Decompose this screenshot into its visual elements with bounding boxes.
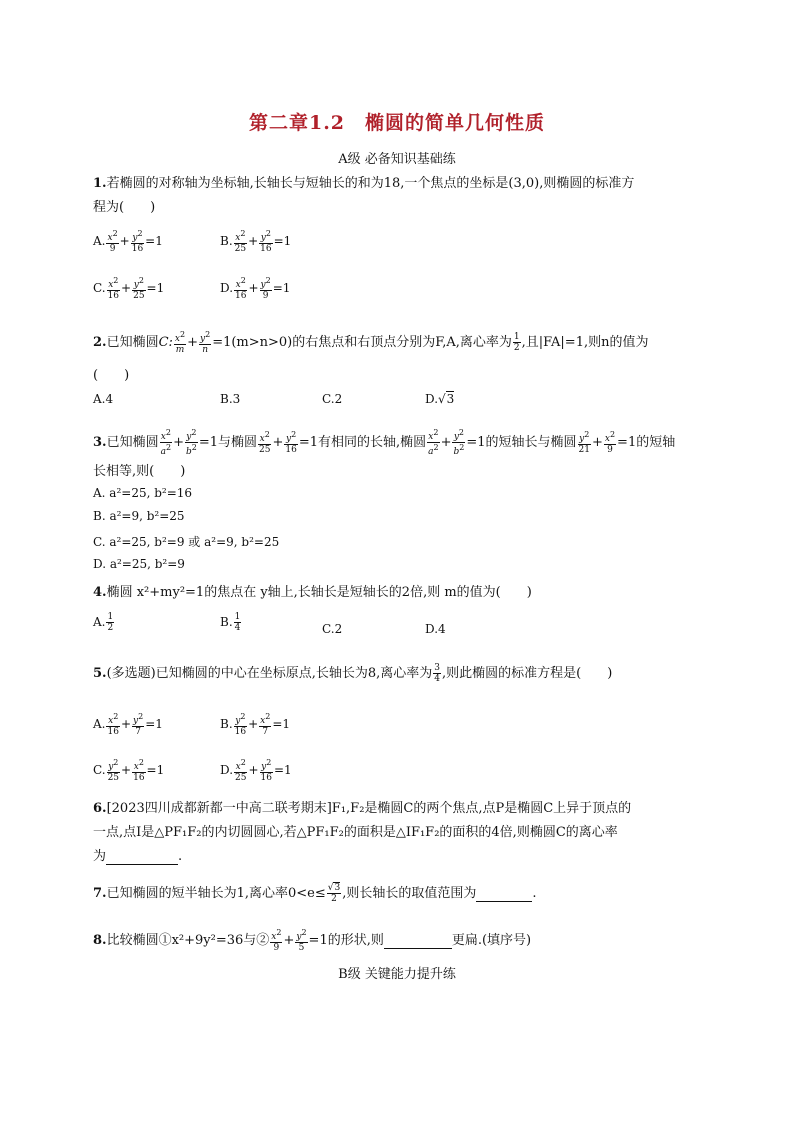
question-2-option-d: D.√3 [425, 392, 455, 406]
question-2-option-a: A.4 [93, 392, 114, 406]
question-4-option-a: A. $\frac{1}{2}$ [93, 612, 114, 633]
question-5-option-d: D. $\frac{x^2}{25}$ + $\frac{y^2}{16}$ =1 [220, 758, 292, 783]
question-5-option-c: C. $\frac{y^2}{25}$ + $\frac{x^2}{16}$ =1 [93, 758, 165, 783]
question-1-option-c: C. $\frac{x^2}{16}$ + $\frac{y^2}{25}$ =1 [93, 276, 165, 301]
question-8-text: 8.比较椭圆①x²+9y²=36与② $\frac{x^2}{9}$ + $\frac{y^2}{5}$ =1的形状,则 更扁.(填序号) [93, 928, 532, 953]
question-5-option-a: A. $\frac{x^2}{16}$ + $\frac{y^2}{7}$ =1 [93, 712, 163, 737]
page-title: 第二章1.2 椭圆的简单几何性质 [248, 112, 546, 134]
question-1-line1: 1.若椭圆的对称轴为坐标轴,长轴长与短轴长的和为18,一个焦点的坐标是(3,0),则椭圆的标准方 [93, 176, 635, 191]
question-4-option-d: D.4 [425, 622, 446, 636]
question-1-option-b: B. $\frac{x^2}{25}$ + $\frac{y^2}{16}$ =1 [220, 229, 292, 254]
question-3-line1: 3.已知椭圆 $\frac{x^2}{a^2}$ + $\frac{y^2}{b^2}$ =1与椭圆 $\frac{x^2}{25}$ + $\frac{y^2}{16}$ =1有相同的长轴,椭圆 $\frac{x^2}{a^2}$ + $\frac{y^2}{b^2}$ =1的短轴长与椭圆 $\frac{y^2}{21}$ + $\frac{x^2}{9}$ =1的短轴 [93, 428, 676, 457]
question-3-option-b: B. a²=9, b²=25 [93, 509, 185, 523]
section-b-heading: B级 关键能力提升练 [338, 967, 456, 982]
answer-blank[interactable] [106, 849, 178, 865]
question-1-option-a: A. $\frac{x^2}{9}$ + $\frac{y^2}{16}$ =1 [93, 229, 163, 254]
question-7-text: 7.已知椭圆的短半轴长为1,离心率0<e≤ $\frac{√3}{2}$ ,则长轴长的取值范围为 . [93, 883, 537, 904]
section-a-heading: A级 必备知识基础练 [338, 152, 456, 167]
question-4-option-b: B. $\frac{1}{4}$ [220, 612, 241, 633]
question-6-line3: 为 . [93, 849, 183, 864]
question-5-text: 5.(多选题)已知椭圆的中心在坐标原点,长轴长为8,离心率为 $\frac{3}{4}$ ,则此椭圆的标准方程是( ) [93, 663, 613, 684]
question-4-option-c: C.2 [322, 622, 343, 636]
question-2-option-c: C.2 [322, 392, 343, 406]
answer-blank[interactable] [384, 933, 452, 949]
question-3-option-d: D. a²=25, b²=9 [93, 557, 185, 571]
question-3-line2: 长相等,则( ) [93, 464, 186, 479]
question-2-option-b: B.3 [220, 392, 241, 406]
question-3-option-a: A. a²=25, b²=16 [93, 486, 193, 500]
question-6-line2: 一点,点I是△PF₁F₂的内切圆圆心,若△PF₁F₂的面积是△IF₁F₂的面积的4倍,则椭圆C的离心率 [93, 825, 618, 840]
question-6-line1: 6.[2023四川成都新都一中高二联考期末]F₁,F₂是椭圆C的两个焦点,点P是椭圆C上异于顶点的 [93, 801, 632, 816]
question-3-option-c: C. a²=25, b²=9 或 a²=9, b²=25 [93, 535, 280, 549]
question-2-line2: ( ) [93, 368, 130, 383]
answer-blank[interactable] [476, 886, 532, 902]
question-5-option-b: B. $\frac{y^2}{16}$ + $\frac{x^2}{7}$ =1 [220, 712, 291, 737]
question-4-text: 4.椭圆 x²+my²=1的焦点在 y轴上,长轴长是短轴长的2倍,则 m的值为( ) [93, 585, 532, 600]
question-1-option-d: D. $\frac{x^2}{16}$ + $\frac{y^2}{9}$ =1 [220, 276, 291, 301]
question-2-line1: 2.已知椭圆C: $\frac{x^2}{m}$ + $\frac{y^2}{n}$ =1(m>n>0)的右焦点和右顶点分别为F,A,离心率为 $\frac{1}{2}$ ,且|FA|=1,则n的值为 [93, 330, 649, 355]
question-1-line2: 程为( ) [93, 200, 156, 215]
